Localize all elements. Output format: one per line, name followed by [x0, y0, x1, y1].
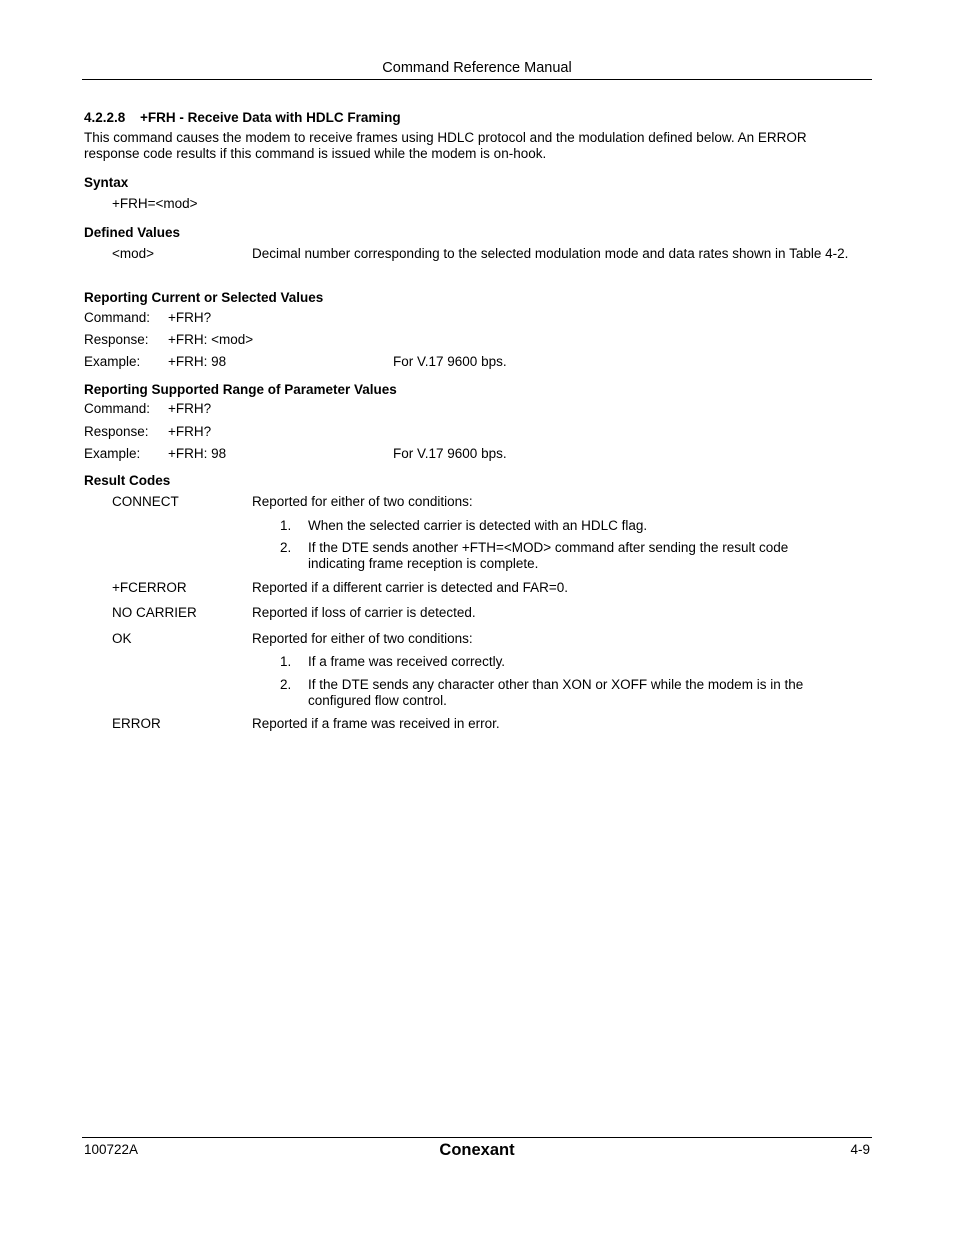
reporting-range-heading: Reporting Supported Range of Parameter Values	[84, 382, 397, 397]
current-example-note: For V.17 9600 bps.	[393, 354, 507, 369]
section-number: 4.2.2.8	[84, 110, 126, 125]
result-desc-no-carrier: Reported if loss of carrier is detected.	[252, 605, 476, 620]
defined-values-term: <mod>	[112, 246, 155, 261]
result-desc-ok: Reported for either of two conditions:	[252, 631, 473, 646]
range-example-label: Example:	[84, 446, 141, 461]
list-item-text: If the DTE sends another +FTH=<MOD> command after sending the result code indicating frame reception is complete.	[308, 540, 789, 571]
defined-values-description: Decimal number corresponding to the selected modulation mode and data rates shown in Table 4-2.	[252, 246, 849, 261]
footer-doc-number: 100722A	[84, 1142, 139, 1157]
header-rule	[82, 79, 872, 80]
footer-brand: Conexant	[439, 1141, 515, 1159]
current-command-value: +FRH?	[168, 310, 212, 325]
current-response-value: +FRH: <mod>	[168, 332, 254, 347]
result-code-ok: OK	[112, 631, 132, 646]
list-number: 1.	[280, 654, 292, 669]
range-command-value: +FRH?	[168, 401, 212, 416]
range-response-label: Response:	[84, 424, 149, 439]
section-title: +FRH - Receive Data with HDLC Framing	[140, 110, 401, 125]
result-code-no-carrier: NO CARRIER	[112, 605, 197, 620]
result-desc-fcerror: Reported if a different carrier is detected and FAR=0.	[252, 580, 569, 595]
syntax-heading: Syntax	[84, 175, 129, 190]
current-example-label: Example:	[84, 354, 141, 369]
range-response-value: +FRH?	[168, 424, 212, 439]
list-item-text: When the selected carrier is detected with an HDLC flag.	[308, 518, 648, 533]
section-heading	[84, 110, 401, 126]
result-desc-connect: Reported for either of two conditions:	[252, 494, 473, 509]
reporting-current-heading: Reporting Current or Selected Values	[84, 290, 324, 305]
section-intro: This command causes the modem to receive frames using HDLC protocol and the modulation defined below. An ERROR response code results if this command is issued while the modem is on-hook.	[84, 130, 807, 161]
result-code-connect: CONNECT	[112, 494, 179, 509]
current-response-label: Response:	[84, 332, 149, 347]
result-code-error: ERROR	[112, 716, 161, 731]
current-example-value: +FRH: 98	[168, 354, 227, 369]
result-code-fcerror: +FCERROR	[112, 580, 187, 595]
list-item-text: If a frame was received correctly.	[308, 654, 506, 669]
defined-values-heading: Defined Values	[84, 225, 181, 240]
result-codes-heading: Result Codes	[84, 473, 171, 488]
range-example-note: For V.17 9600 bps.	[393, 446, 507, 461]
running-header: Command Reference Manual	[382, 60, 572, 76]
list-number: 2.	[280, 677, 292, 692]
list-item-text: If the DTE sends any character other than XON or XOFF while the modem is in the configured flow control.	[308, 677, 804, 708]
syntax-text: +FRH=<mod>	[112, 196, 198, 211]
footer-page-number: 4-9	[850, 1142, 870, 1157]
current-command-label: Command:	[84, 310, 151, 325]
list-number: 1.	[280, 518, 292, 533]
result-desc-error: Reported if a frame was received in error.	[252, 716, 500, 731]
list-number: 2.	[280, 540, 292, 555]
range-command-label: Command:	[84, 401, 151, 416]
footer-rule	[82, 1137, 872, 1138]
range-example-value: +FRH: 98	[168, 446, 227, 461]
